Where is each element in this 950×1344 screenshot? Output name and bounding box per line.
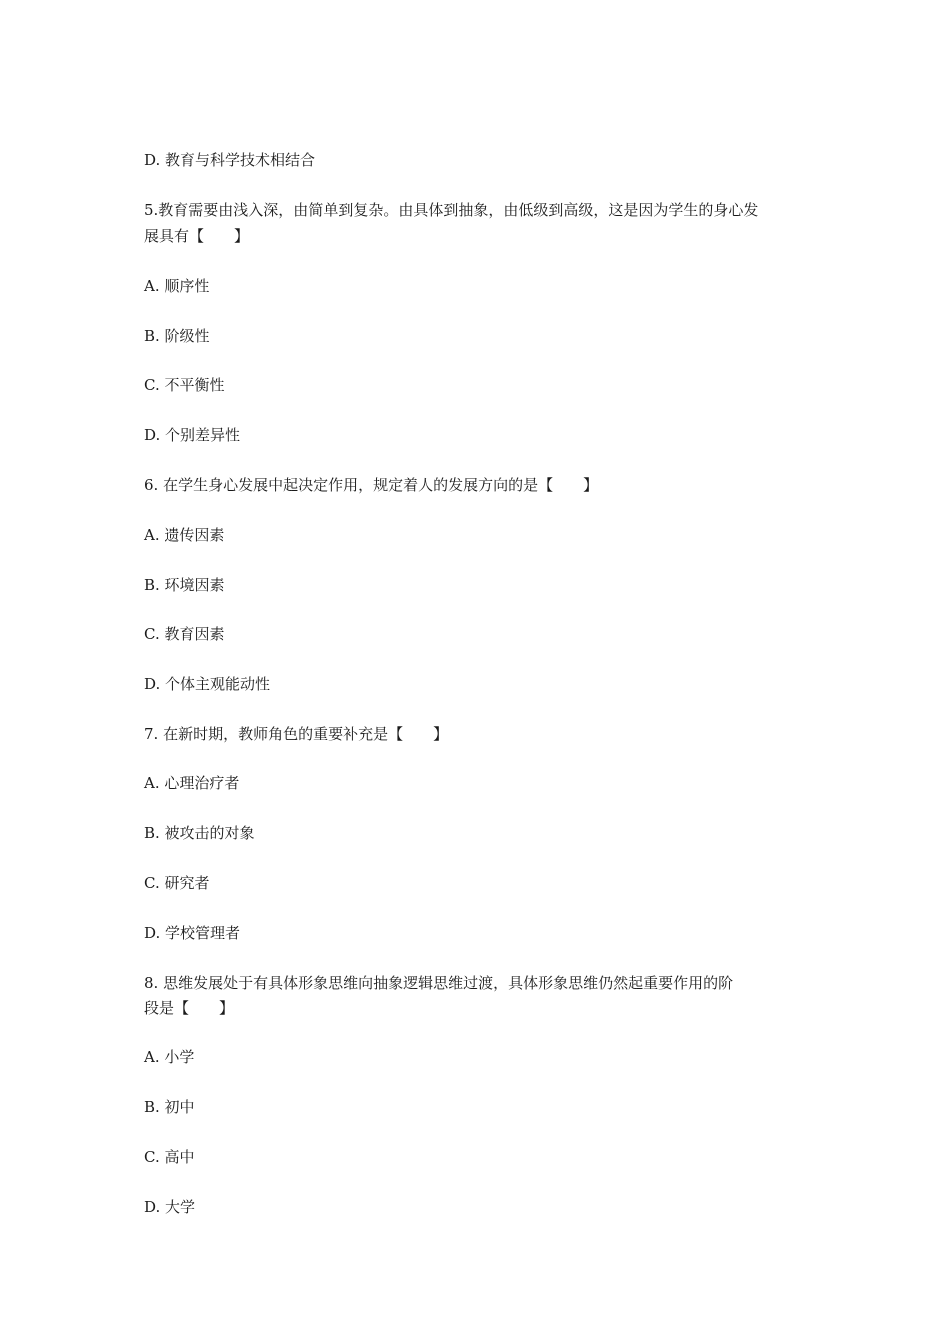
q8-option-d: D. 大学 xyxy=(144,1198,196,1216)
q5-option-b: B. 阶级性 xyxy=(144,327,210,345)
q7-option-c: C. 研究者 xyxy=(144,874,210,892)
q8-option-a: A. 小学 xyxy=(144,1048,195,1066)
q8-stem-line-2: 段是【 】 xyxy=(144,999,235,1017)
q5-option-c: C. 不平衡性 xyxy=(144,376,225,394)
q5-option-d: D. 个别差异性 xyxy=(144,426,241,444)
q6-option-b: B. 环境因素 xyxy=(144,576,225,594)
q8-option-b: B. 初中 xyxy=(144,1098,195,1116)
q7-option-a: A. 心理治疗者 xyxy=(144,774,240,792)
q6-option-d: D. 个体主观能动性 xyxy=(144,675,271,693)
q6-option-a: A. 遗传因素 xyxy=(144,526,225,544)
q7-option-d: D. 学校管理者 xyxy=(144,924,241,942)
q6-option-c: C. 教育因素 xyxy=(144,625,225,643)
q5-option-a: A. 顺序性 xyxy=(144,277,210,295)
q7-option-b: B. 被攻击的对象 xyxy=(144,824,255,842)
q5-stem-line-2: 展具有【 】 xyxy=(144,227,250,245)
q7-stem: 7. 在新时期，教师角色的重要补充是【 】 xyxy=(144,725,449,743)
q5-stem-line-1: 5.教育需要由浅入深，由简单到复杂。由具体到抽象，由低级到高级，这是因为学生的身心发 xyxy=(144,201,759,219)
q4-option-d: D. 教育与科学技术相结合 xyxy=(144,151,316,169)
q6-stem: 6. 在学生身心发展中起决定作用，规定着人的发展方向的是【 】 xyxy=(144,476,599,494)
q8-stem-line-1: 8. 思维发展处于有具体形象思维向抽象逻辑思维过渡，具体形象思维仍然起重要作用的阶 xyxy=(144,974,734,992)
q8-option-c: C. 高中 xyxy=(144,1148,195,1166)
